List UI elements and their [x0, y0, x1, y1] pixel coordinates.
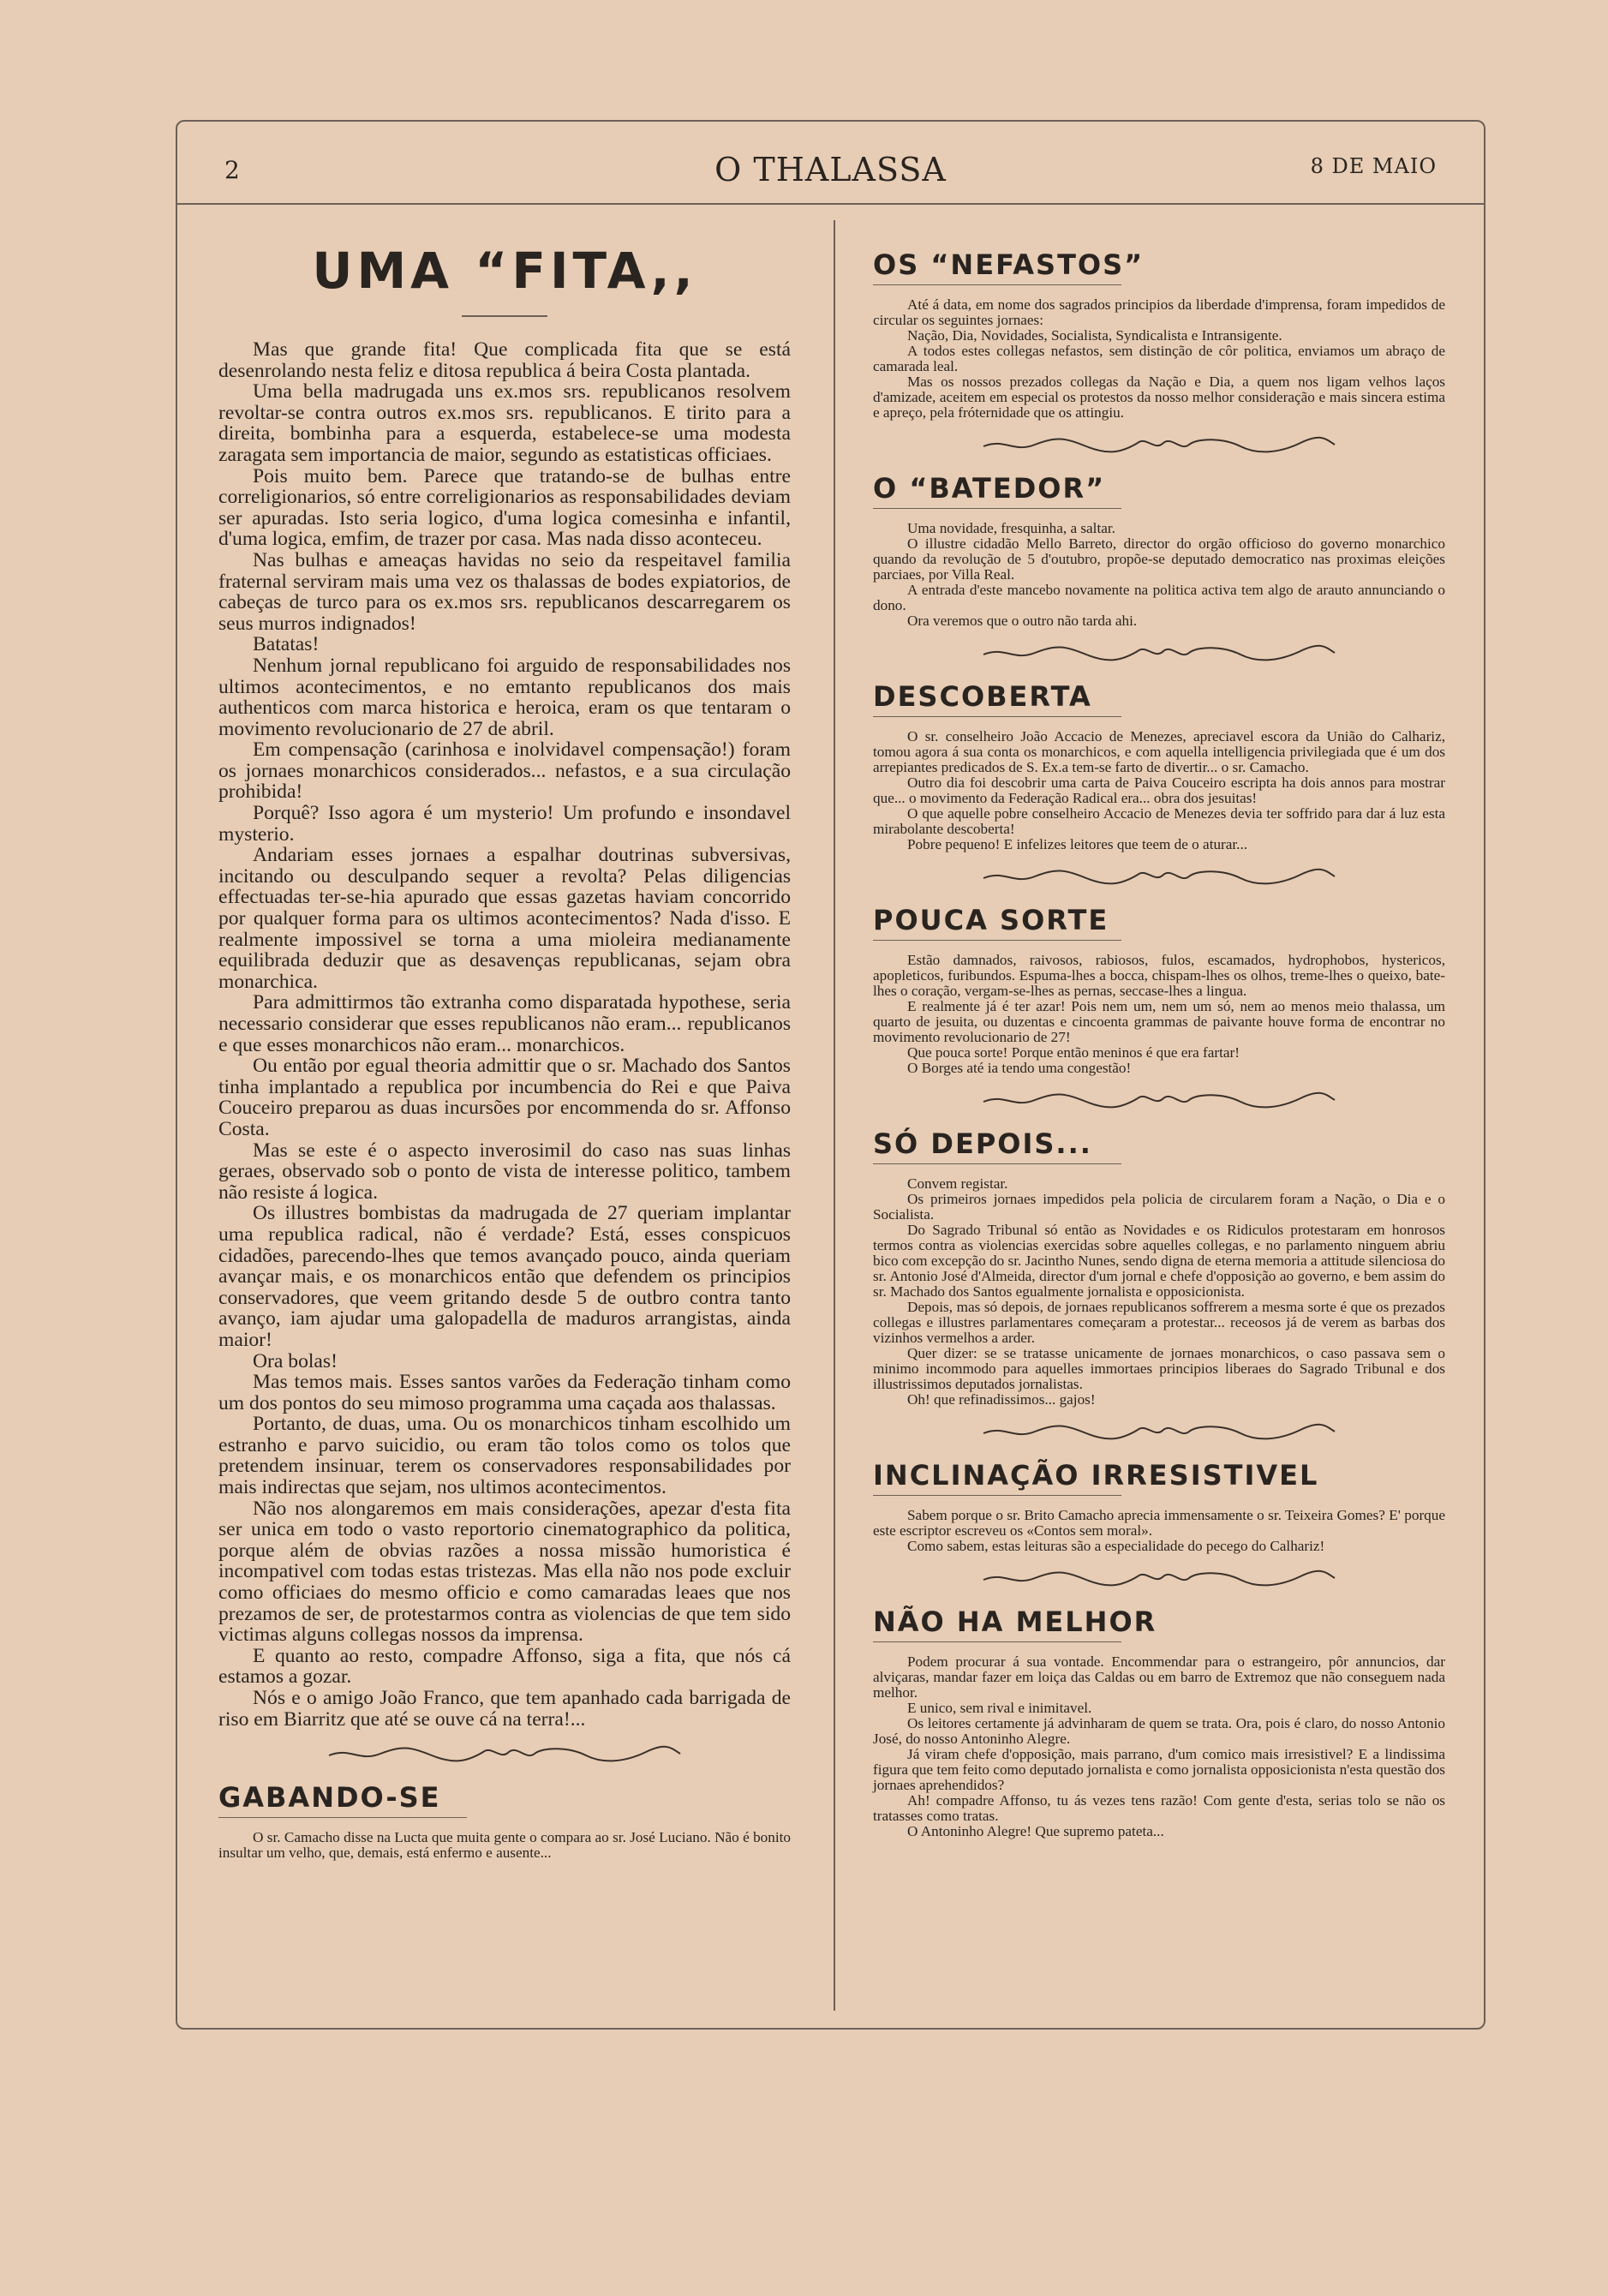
- article-paragraph: Batatas!: [253, 633, 320, 656]
- article-paragraph: Mas temos mais. Esses santos varões da Federação tinham como um dos pontos do seu mimoso programma uma caçada aos thalassas.: [218, 1371, 791, 1414]
- article-paragraph: Portanto, de duas, uma. Ou os monarchicos tinham escolhido um estranho e parvo suicidio, ou eram tão tolos como os tolos que pretendem insinuar, terem os conservadores responsabilidades por mais indirectas que sejam, nos ultimos acontecimentos.: [218, 1413, 791, 1499]
- article-paragraph: E quanto ao resto, compadre Affonso, siga a fita, que nós cá estamos a gozar.: [218, 1644, 791, 1689]
- article-paragraph: Nas bulhas e ameaças havidas no seio da respeitavel familia fraternal serviram mais uma vez os thalassas de bodes expiatorios, de cabeças de turco para os ex.mos srs. republicanos descarregarem os seus murros indignados!: [218, 548, 791, 635]
- section-paragraph: Quer dizer: se se tratasse unicamente de jornaes monarchicos, o caso passava sem o minimo incommodo para aquelles immortaes principios liberaes do Sagrado Tribunal e dos illustrissimos deputados jornalistas.: [873, 1345, 1445, 1392]
- section-paragraph: O que aquelle pobre conselheiro Accacio de Menezes devia ter soffrido para dar á luz esta mirabolante descoberta!: [873, 805, 1445, 837]
- section-title: POUCA SORTE: [873, 904, 1109, 936]
- section: [873, 248, 1445, 421]
- flourish-ornament: [325, 1743, 684, 1764]
- article-body: [218, 339, 791, 1730]
- section-rule: [873, 284, 1121, 285]
- article-paragraph: Em compensação (carinhosa e inolvidavel compensação!) foram os jornaes monarchicos considerados... nefastos, e a sua circulação prohibida!: [218, 738, 791, 804]
- section: [873, 1605, 1445, 1839]
- section-paragraph: E realmente já é ter azar! Pois nem um, nem um só, nem ao menos meio thalassa, um quarto de jesuita, ou duzentas e cincoenta grammas de paivante houve forma de encontrar no movimento revolucionario de 27!: [873, 998, 1445, 1045]
- section-paragraph: Convem registar.: [907, 1175, 1008, 1192]
- section-paragraph: Uma novidade, fresquinha, a saltar.: [907, 520, 1115, 536]
- article-paragraph: Porquê? Isso agora é um mysterio! Um profundo e insondavel mysterio.: [218, 802, 791, 846]
- section-paragraph: Depois, mas só depois, de jornaes republicanos soffrerem a mesma sorte é que os prezados collegas e illustres parlamentares começaram a protestar... receosos já de verem as barbas dos vizinhos vermelhos a arder.: [873, 1299, 1445, 1346]
- section-paragraph: O Antoninho Alegre! Que supremo pateta...: [907, 1823, 1164, 1839]
- section: [873, 472, 1445, 629]
- section-paragraph: Mas os nossos prezados collegas da Nação e Dia, a quem nos ligam velhos laços d'amizade, aceitem em especial os protestos da nosso melhor consideração e mais sincera estima e apreço, pela fróternidade que os attingiu.: [873, 374, 1445, 421]
- section-title: GABANDO-SE: [218, 1781, 441, 1815]
- section-title: NÃO HA MELHOR: [873, 1605, 1157, 1638]
- section-rule: [873, 508, 1121, 509]
- section-paragraph: Ah! compadre Affonso, tu ás vezes tens razão! Com gente d'esta, serias tolo se não os tratasses como tratas.: [873, 1792, 1445, 1824]
- right-column: [873, 248, 1445, 1846]
- section-paragraph: E unico, sem rival e inimitavel.: [907, 1700, 1092, 1716]
- section-rule: [873, 716, 1121, 717]
- section: [873, 1127, 1445, 1408]
- section-paragraph: Nação, Dia, Novidades, Socialista, Syndicalista e Intransigente.: [907, 327, 1282, 344]
- flourish-ornament: [218, 1743, 791, 1764]
- section-paragraph: Ora veremos que o outro não tarda ahi.: [907, 613, 1138, 629]
- section-title: DESCOBERTA: [873, 680, 1092, 713]
- section: [873, 904, 1445, 1076]
- flourish-ornament: [979, 866, 1339, 887]
- section-rule: [873, 940, 1121, 941]
- flourish-ornament: [979, 1421, 1339, 1442]
- section-paragraph: Outro dia foi descobrir uma carta de Paiva Couceiro escripta ha dois annos para mostrar que... o movimento da Federação Radical era... obra dos jesuitas!: [873, 774, 1445, 806]
- section-rule: [218, 1817, 467, 1818]
- article-paragraph: Nós e o amigo João Franco, que tem apanhado cada barrigada de riso em Biarritz que até se ouve cá na terra!...: [218, 1687, 791, 1731]
- section-paragraph: Os primeiros jornaes impedidos pela policia de circularem foram a Nação, o Dia e o Socialista.: [873, 1191, 1445, 1223]
- section-paragraph: Podem procurar á sua vontade. Encommendar para o estrangeiro, pôr annuncios, dar alviçaras, mandar fazer em loiça das Caldas ou em barro de Extremoz que não conseguem nada melhor.: [873, 1653, 1445, 1701]
- section-paragraph: Já viram chefe d'opposição, mais parrano, d'um comico mais irresistivel? E a lindissima figura que tem feito como deputado jornalista e como jornalista opposicionista n'esta questão dos jornaes aprehendidos?: [873, 1746, 1445, 1793]
- left-column: [218, 242, 791, 1868]
- section-title: INCLINAÇÃO IRRESISTIVEL: [873, 1459, 1319, 1492]
- section: [873, 680, 1445, 852]
- section-paragraph: A todos estes collegas nefastos, sem distinção de côr politica, enviamos um abraço de camarada leal.: [873, 343, 1445, 374]
- section-paragraph: O sr. conselheiro João Accacio de Menezes, apreciavel escora da União do Calhariz, tomou agora á sua conta os monarchicos, e com aquella intelligencia privilegiada que é um dos arrepiantes predicados de S. Ex.a tem-se farto de divertir... o sr. Camacho.: [873, 728, 1445, 775]
- section-paragraph: A entrada d'este mancebo novamente na politica activa tem algo de arauto annunciando o dono.: [873, 582, 1445, 613]
- page-number: 2: [224, 156, 240, 184]
- section: [873, 1459, 1445, 1554]
- section-title: SÓ DEPOIS...: [873, 1127, 1092, 1160]
- section-gabando: [218, 1781, 791, 1861]
- article-paragraph: Para admittirmos tão extranha como disparatada hypothese, seria necessario considerar que esses republicanos não eram... republicanos e que esses monarchicos não eram... monarchicos.: [218, 991, 791, 1056]
- article-paragraph: Os illustres bombistas da madrugada de 27 queriam implantar uma republica radical, não é verdade? Está, esses conspicuos cidadões, parecendo-lhes que temos avançado pouco, ainda queriam avançar mais, e os monarchicos então que defendem os principios conservadores, que veem gritando desde 5 de outbro contra tanto avanço, iam ajudar uma galopadella de maduros arrangistas, ainda maior!: [218, 1202, 791, 1351]
- section-paragraph: Como sabem, estas leituras são a especialidade do pecego do Calhariz!: [907, 1538, 1325, 1554]
- column-divider: [834, 220, 835, 2011]
- section-rule: [873, 1641, 1121, 1642]
- section-paragraph: Pobre pequeno! E infelizes leitores que teem de o aturar...: [907, 836, 1248, 852]
- article-paragraph: Ora bolas!: [253, 1349, 338, 1372]
- flourish-ornament: [979, 434, 1339, 455]
- flourish-ornament: [979, 1090, 1339, 1110]
- section-paragraph: Oh! que refinadissimos... gajos!: [907, 1391, 1096, 1408]
- section-paragraph: O illustre cidadão Mello Barreto, director do orgão officioso do governo monarchico quando da revolução de 5 d'outubro, propõe-se deputado democratico nas proximas eleições parciaes, por Villa Real.: [873, 535, 1445, 583]
- article-paragraph: Pois muito bem. Parece que tratando-se de bulhas entre correligionarios, só entre correligionarios as responsabilidades deviam ser apuradas. Isto seria logico, d'uma logica comesinha e infantil, d'uma logica, emfim, de trazer por casa. Mas nada disso aconteceu.: [218, 464, 791, 551]
- section-paragraph: Do Sagrado Tribunal só então as Novidades e os Ridiculos protestaram em honrosos termos contra as violencias exercidas sobre aquelles collegas, e no parlamento ninguem abriu bico com excepção do sr. Jacintho Nunes, sendo digna de eterna memoria a attitude silenciosa do sr. Antonio José d'Almeida, director d'um jornal e chefe d'opposição ao governo, e bem assim do sr. Machado dos Santos egualmente jornalista e opposicionista.: [873, 1222, 1445, 1300]
- section-rule: [873, 1163, 1121, 1164]
- article-paragraph: Andariam esses jornaes a espalhar doutrinas subversivas, incitando ou desculpando sequer a revolta? Pelas diligencias effectuadas ter-se-hia apurado que essas gazetas haviam concorrido por qualquer forma para os ultimos acontecimentos? Nada d'isso. E realmente impossivel se torna a uma mioleira medianamente equilibrada deduzir que as desavenças republicanas, sejam obra monarchica.: [218, 844, 791, 993]
- article-paragraph: Não nos alongaremos em mais considerações, apezar d'esta fita ser unica em todo o vasto reportorio cinematographico da politica, porque além de obvias razões a nossa missão humoristica é incompativel com todas estas tristezas. Mas ella não nos pode excluir como officiaes do mesmo officio e como camaradas leaes que nos prezamos de ser, de protestarmos contra as violencias de que tem sido victimas alguns collegas nossos da imprensa.: [218, 1497, 791, 1647]
- section-paragraph: Os leitores certamente já advinharam de quem se trata. Ora, pois é claro, do nosso Antonio José, do nosso Antoninho Alegre.: [873, 1715, 1445, 1747]
- section-title: O “BATEDOR”: [873, 472, 1106, 505]
- section-paragraph: O Borges até ia tendo uma congestão!: [907, 1060, 1132, 1076]
- newspaper-title: O THALASSA: [714, 151, 947, 188]
- article-paragraph: Uma bella madrugada uns ex.mos srs. republicanos resolvem revoltar-se contra outros ex.mos srs. republicanos. E tirito para a direita, bombinha para a esquerda, estabelece-se uma modesta zaragata sem importancia de maior, segundo as estatisticas officiaes.: [218, 380, 791, 466]
- article-title: UMA “FITA,,: [312, 242, 697, 300]
- article-paragraph: Ou então por egual theoria admittir que o sr. Machado dos Santos tinha implantado a republica por incumbencia do Rei e que Paiva Couceiro preparou as duas incursões por encommenda do sr. Affonso Costa.: [218, 1055, 791, 1140]
- article-paragraph: Mas que grande fita! Que complicada fita que se está desenrolando nesta feliz e ditosa republica á beira Costa plantada.: [218, 338, 791, 382]
- page-frame: [176, 120, 1485, 2030]
- issue-date: 8 DE MAIO: [1310, 154, 1437, 178]
- article-paragraph: Mas se este é o aspecto inverosimil do caso nas suas linhas geraes, observado sob o ponto de vista de interesse politico, tambem não resiste á logica.: [218, 1139, 791, 1204]
- section-title: OS “NEFASTOS”: [873, 248, 1145, 281]
- section-paragraph: Sabem porque o sr. Brito Camacho aprecia immensamente o sr. Teixeira Gomes? E' porque este escriptor escreveu os «Contos sem moral».: [873, 1507, 1445, 1539]
- flourish-ornament: [979, 643, 1339, 663]
- section-paragraph: O sr. Camacho disse na Lucta que muita gente o compara ao sr. José Luciano. Não é bonito insultar um velho, que, demais, está enfermo e ausente...: [218, 1829, 791, 1862]
- section-paragraph: Estão damnados, raivosos, rabiosos, fulos, escamados, hydrophobos, hystericos, apopleticos, furibundos. Espuma-lhes a bocca, chispam-lhes os olhos, treme-lhes o queixo, bate-lhes o coração, vergam-se-lhes as pernas, seccase-lhes a lingua.: [873, 952, 1445, 999]
- flourish-ornament: [979, 1568, 1339, 1588]
- article-paragraph: Nenhum jornal republicano foi arguido de responsabilidades nos ultimos acontecimentos, e no emtanto republicanos dos mais authenticos com marca historica e heroica, eram os que tentaram o movimento revolucionario de 27 de abril.: [218, 654, 791, 740]
- page-header: [177, 122, 1484, 205]
- title-rule: [462, 315, 547, 317]
- section-paragraph: Que pouca sorte! Porque então meninos é que era fartar!: [907, 1044, 1240, 1061]
- section-paragraph: Até á data, em nome dos sagrados principios da liberdade d'imprensa, foram impedidos de circular os seguintes jornaes:: [873, 296, 1445, 328]
- section-rule: [873, 1495, 1121, 1496]
